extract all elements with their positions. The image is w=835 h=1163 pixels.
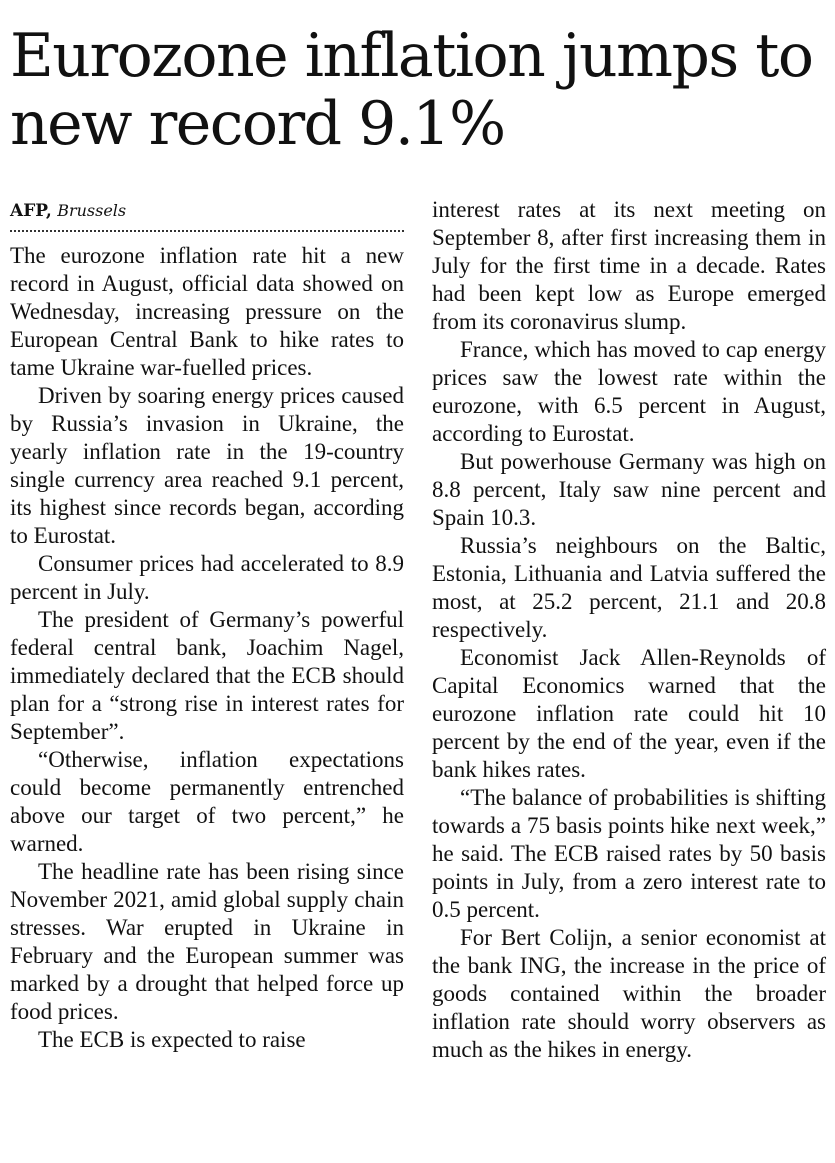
paragraph: Driven by soaring energy prices caused by Russia’s invasion in Ukraine, the yearly inflation rate in the 19-country single currency area reached 9.1 percent, its highest since records began, according to Eurostat. [10, 383, 404, 548]
paragraph: For Bert Colijn, a senior economist at the bank ING, the increase in the price of goods contained within the broader inflation rate should worry observers as much as the hikes in energy. [432, 925, 826, 1062]
column-right [432, 196, 826, 1064]
headline: Eurozone inflation jumps to new record 9.1% [10, 21, 813, 159]
paragraph: Consumer prices had accelerated to 8.9 percent in July. [10, 551, 404, 604]
paragraph: “Otherwise, inflation expectations could become permanently entrenched above our target of two percent,” he warned. [10, 747, 404, 856]
paragraph: Economist Jack Allen-Reynolds of Capital Economics warned that the eurozone inflation rate could hit 10 percent by the end of the year, even if the bank hikes rates. [432, 645, 826, 782]
byline-location: Brussels [57, 201, 127, 220]
paragraph: The eurozone inflation rate hit a new record in August, official data showed on Wednesday, increasing pressure on the European Central Bank to hike rates to tame Ukraine war-fuelled prices. [10, 243, 404, 380]
paragraph: The ECB is expected to raise [38, 1027, 306, 1052]
paragraph: The headline rate has been rising since November 2021, amid global supply chain stresses. War erupted in Ukraine in February and the European summer was marked by a drought that helped force up food prices. [10, 859, 404, 1024]
byline [10, 198, 404, 232]
paragraph: France, which has moved to cap energy prices saw the lowest rate within the eurozone, with 6.5 percent in August, according to Eurostat. [432, 337, 826, 446]
paragraph: But powerhouse Germany was high on 8.8 percent, Italy saw nine percent and Spain 10.3. [432, 449, 826, 530]
column-left [10, 196, 404, 1064]
paragraph: The president of Germany’s powerful federal central bank, Joachim Nagel, immediately declared that the ECB should plan for a “strong rise in interest rates for September”. [10, 607, 404, 744]
paragraph: Russia’s neighbours on the Baltic, Estonia, Lithuania and Latvia suffered the most, at 25.2 percent, 21.1 and 20.8 respectively. [432, 533, 826, 642]
paragraph: “The balance of probabilities is shifting towards a 75 basis points hike next week,” he said. The ECB raised rates by 50 basis points in July, from a zero interest rate to 0.5 percent. [432, 785, 826, 922]
byline-agency: AFP, [10, 201, 52, 221]
paragraph: interest rates at its next meeting on September 8, after first increasing them in July for the first time in a decade. Rates had been kept low as Europe emerged from its coronavirus slump. [432, 197, 826, 334]
article-body [10, 196, 826, 1064]
